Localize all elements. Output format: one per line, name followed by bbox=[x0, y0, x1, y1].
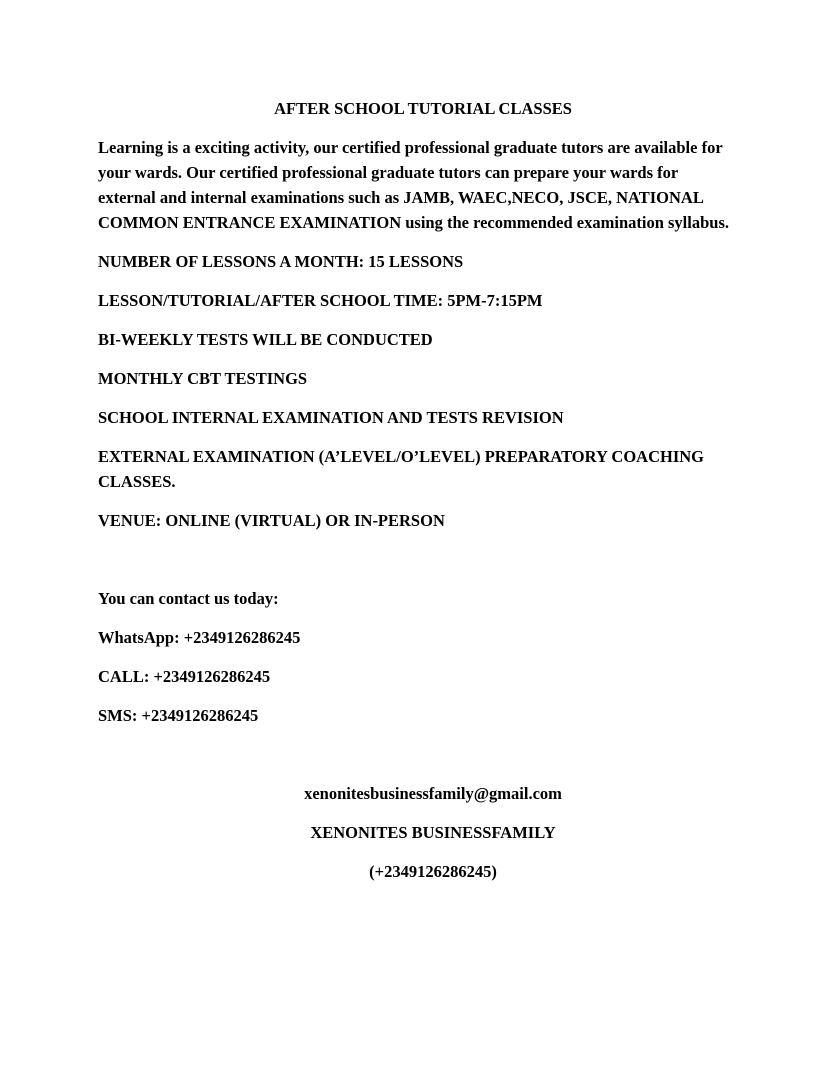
detail-line-venue: VENUE: ONLINE (VIRTUAL) OR IN-PERSON bbox=[98, 511, 445, 530]
footer-block bbox=[98, 781, 736, 884]
blank-line bbox=[98, 742, 736, 781]
detail-line-lesson-time: LESSON/TUTORIAL/AFTER SCHOOL TIME: 5PM-7:15PM bbox=[98, 291, 543, 310]
detail-line-external-exam-coaching: EXTERNAL EXAMINATION (A’LEVEL/O’LEVEL) PREPARATORY COACHING CLASSES. bbox=[98, 447, 709, 491]
contact-line-whatsapp: WhatsApp: +2349126286245 bbox=[98, 628, 301, 647]
detail-line-internal-exam-revision: SCHOOL INTERNAL EXAMINATION AND TESTS REVISION bbox=[98, 408, 564, 427]
contact-heading: You can contact us today: bbox=[98, 589, 279, 608]
intro-paragraph: Learning is a exciting activity, our certified professional graduate tutors are available for your wards. Our certified professional graduate tutors can prepare your wards for external and internal examinations such as JAMB, WAEC,NECO, JSCE, NATIONAL COMMON ENTRANCE EXAMINATION using the recommended examination syllabus. bbox=[98, 138, 729, 232]
detail-line-biweekly-tests: BI-WEEKLY TESTS WILL BE CONDUCTED bbox=[98, 330, 433, 349]
footer-company-name: XENONITES BUSINESSFAMILY bbox=[310, 823, 556, 842]
contact-line-sms: SMS: +2349126286245 bbox=[98, 706, 259, 725]
detail-line-cbt-testings: MONTHLY CBT TESTINGS bbox=[98, 369, 308, 388]
document-title: AFTER SCHOOL TUTORIAL CLASSES bbox=[274, 99, 572, 118]
footer-phone: (+2349126286245) bbox=[369, 862, 497, 881]
contact-line-call: CALL: +2349126286245 bbox=[98, 667, 271, 686]
detail-line-lessons-per-month: NUMBER OF LESSONS A MONTH: 15 LESSONS bbox=[98, 252, 464, 271]
blank-line bbox=[98, 547, 736, 586]
footer-email: xenonitesbusinessfamily@gmail.com bbox=[304, 784, 562, 803]
